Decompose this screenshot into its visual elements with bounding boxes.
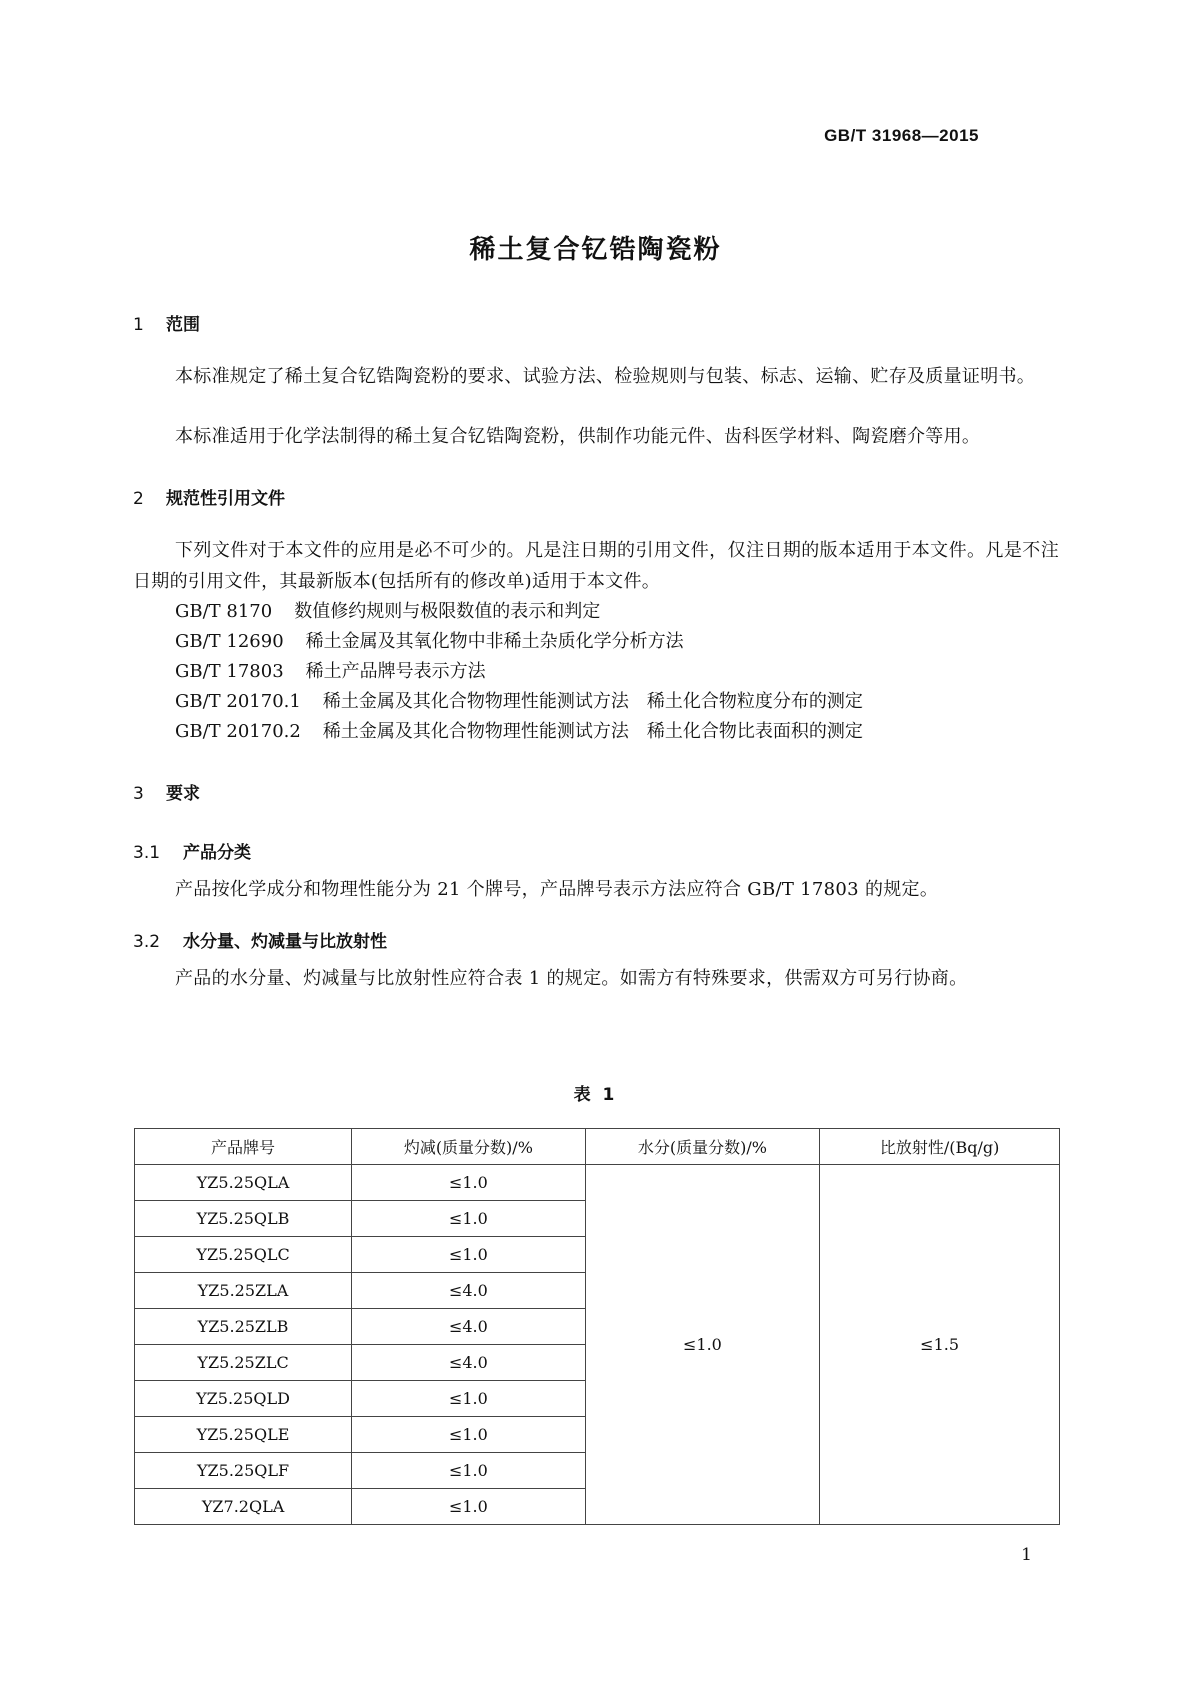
reference-code: GB/T 20170.2 xyxy=(175,721,301,742)
section-2-heading xyxy=(133,484,285,509)
grade-cell: YZ7.2QLA xyxy=(135,1489,352,1525)
subsection-number: 3.1 xyxy=(133,843,161,863)
grade-cell: YZ5.25QLC xyxy=(135,1237,352,1273)
reference-title: 稀土金属及其化合物物理性能测试方法 稀土化合物粒度分布的测定 xyxy=(322,691,863,712)
loss-cell: ≤1.0 xyxy=(352,1417,586,1453)
loss-cell: ≤4.0 xyxy=(352,1309,586,1345)
document-title: 稀土复合钇锆陶瓷粉 xyxy=(469,235,722,265)
radioactivity-cell: ≤1.5 xyxy=(820,1165,1060,1525)
reference-code: GB/T 17803 xyxy=(175,661,284,682)
reference-item xyxy=(175,597,600,623)
reference-item xyxy=(175,687,863,713)
header-grade: 产品牌号 xyxy=(135,1129,352,1165)
grade-cell: YZ5.25QLD xyxy=(135,1381,352,1417)
standard-code: GB/T 31968—2015 xyxy=(824,126,979,145)
reference-code: GB/T 12690 xyxy=(175,631,284,652)
subsection-3-2-text: 产品的水分量、灼减量与比放射性应符合表 1 的规定。如需方有特殊要求，供需双方可另行协商。 xyxy=(175,968,968,989)
section-number: 2 xyxy=(133,489,144,509)
table-caption: 表 1 xyxy=(573,1085,618,1105)
grade-cell: YZ5.25QLF xyxy=(135,1453,352,1489)
loss-cell: ≤1.0 xyxy=(352,1237,586,1273)
scope-paragraph-2: 本标准适用于化学法制得的稀土复合钇锆陶瓷粉，供制作功能元件、齿科医学材料、陶瓷磨介等用。 xyxy=(175,426,981,447)
subsection-title: 水分量、灼减量与比放射性 xyxy=(183,932,387,952)
reference-item xyxy=(175,627,684,653)
grade-cell: YZ5.25ZLB xyxy=(135,1309,352,1345)
scope-paragraph-1: 本标准规定了稀土复合钇锆陶瓷粉的要求、试验方法、检验规则与包装、标志、运输、贮存及质量证明书。 xyxy=(175,366,1036,387)
loss-cell: ≤1.0 xyxy=(352,1165,586,1201)
grade-cell: YZ5.25QLE xyxy=(135,1417,352,1453)
refs-intro: 下列文件对于本文件的应用是必不可少的。凡是注日期的引用文件，仅注日期的版本适用于本文件。凡是不注日期的引用文件，其最新版本(包括所有的修改单)适用于本文件。 xyxy=(133,540,1059,592)
grade-cell: YZ5.25QLB xyxy=(135,1201,352,1237)
reference-item xyxy=(175,717,863,743)
subsection-3-1-text: 产品按化学成分和物理性能分为 21 个牌号，产品牌号表示方法应符合 GB/T 17803 的规定。 xyxy=(175,879,939,900)
reference-code: GB/T 8170 xyxy=(175,601,273,622)
spec-table xyxy=(134,1128,1060,1525)
grade-cell: YZ5.25ZLC xyxy=(135,1345,352,1381)
header-moisture: 水分(质量分数)/% xyxy=(585,1129,820,1165)
reference-title: 稀土金属及其化合物物理性能测试方法 稀土化合物比表面积的测定 xyxy=(322,721,863,742)
header-ignition-loss: 灼减(质量分数)/% xyxy=(352,1129,586,1165)
subsection-3-2-heading xyxy=(133,927,387,952)
section-number: 3 xyxy=(133,784,144,804)
section-title: 规范性引用文件 xyxy=(166,489,285,509)
loss-cell: ≤4.0 xyxy=(352,1273,586,1309)
section-1-heading xyxy=(133,310,200,335)
grade-cell: YZ5.25ZLA xyxy=(135,1273,352,1309)
subsection-number: 3.2 xyxy=(133,932,161,952)
loss-cell: ≤4.0 xyxy=(352,1345,586,1381)
section-3-heading xyxy=(133,779,200,804)
loss-cell: ≤1.0 xyxy=(352,1381,586,1417)
header-radioactivity: 比放射性/(Bq/g) xyxy=(820,1129,1060,1165)
section-number: 1 xyxy=(133,315,144,335)
section-title: 要求 xyxy=(166,784,200,804)
grade-cell: YZ5.25QLA xyxy=(135,1165,352,1201)
reference-title: 数值修约规则与极限数值的表示和判定 xyxy=(294,601,601,622)
reference-title: 稀土金属及其氧化物中非稀土杂质化学分析方法 xyxy=(305,631,684,652)
loss-cell: ≤1.0 xyxy=(352,1201,586,1237)
reference-item xyxy=(175,657,486,683)
page-number: 1 xyxy=(1021,1545,1032,1565)
table-row xyxy=(135,1165,1060,1201)
reference-code: GB/T 20170.1 xyxy=(175,691,301,712)
loss-cell: ≤1.0 xyxy=(352,1489,586,1525)
section-title: 范围 xyxy=(166,315,200,335)
loss-cell: ≤1.0 xyxy=(352,1453,586,1489)
subsection-title: 产品分类 xyxy=(183,843,251,863)
subsection-3-1-heading xyxy=(133,838,251,863)
moisture-cell: ≤1.0 xyxy=(585,1165,820,1525)
table-header-row xyxy=(135,1129,1060,1165)
reference-title: 稀土产品牌号表示方法 xyxy=(305,661,486,682)
